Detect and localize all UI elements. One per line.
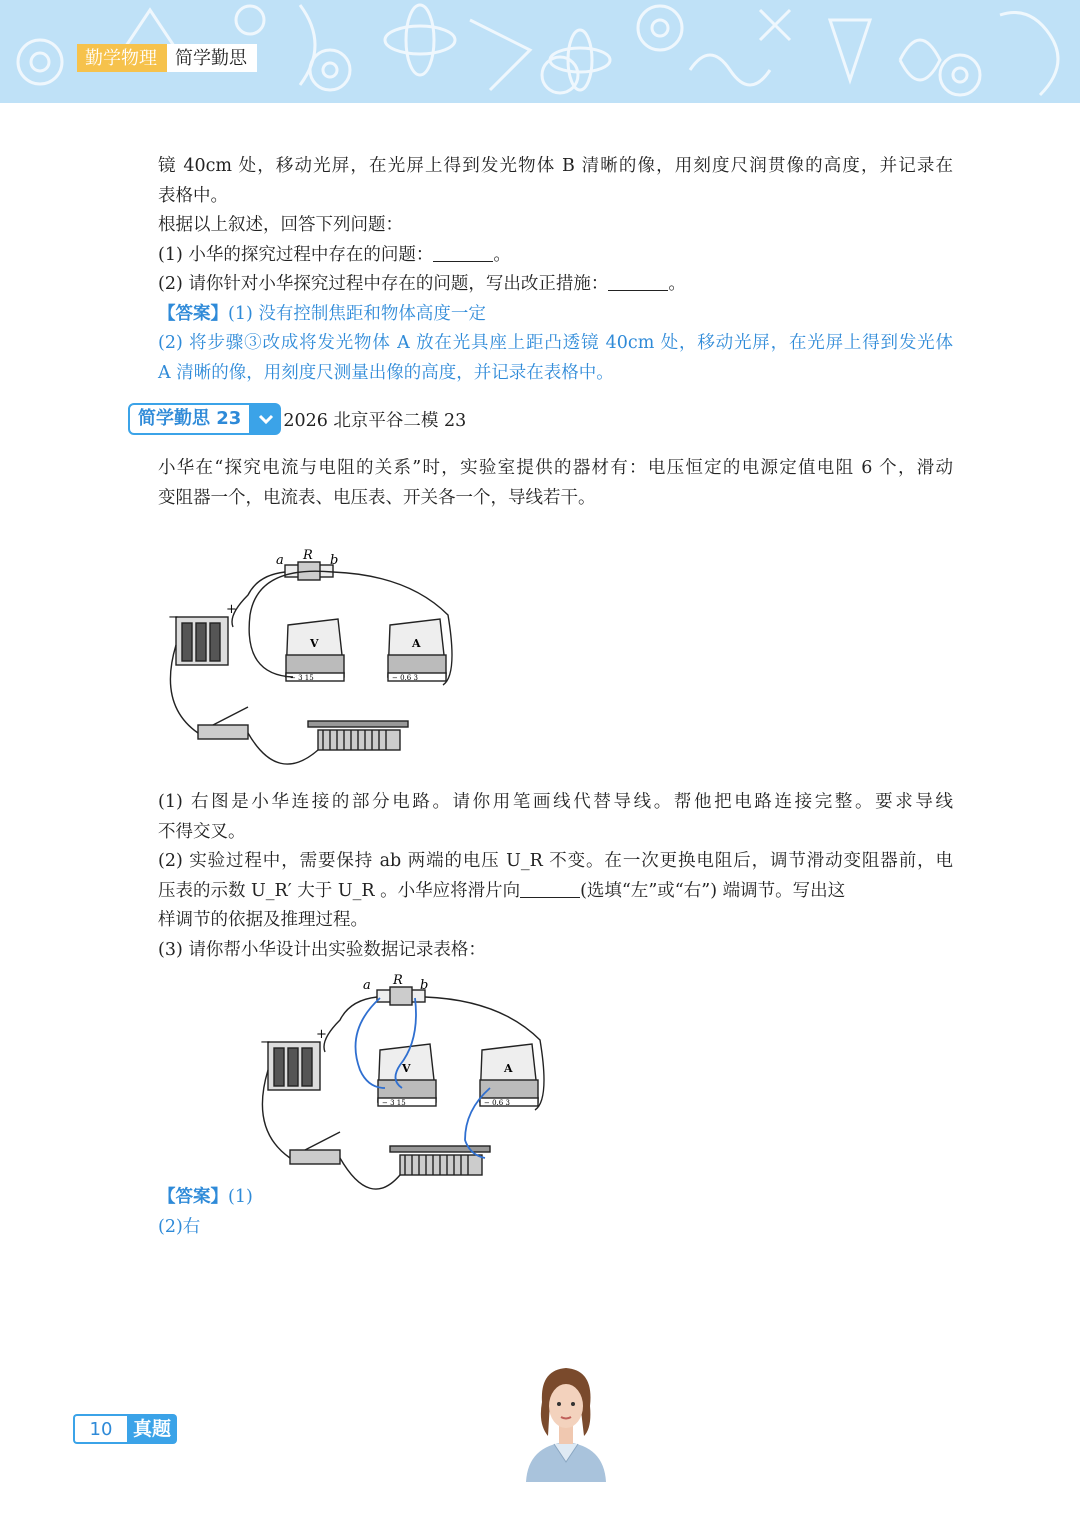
header-banner	[0, 0, 1080, 103]
prev-answer-2-line2: A 清晰的像，用刻度尺测量出像的高度，并记录在表格中。	[158, 362, 614, 383]
prev-answer-2-line1: (2) 将步骤③改成将发光物体 A 放在光具座上距凸透镜 40cm 处，移动光屏，在光屏上得到发光体	[158, 333, 953, 353]
text-line: (3) 请你帮小华设计出实验数据记录表格：	[158, 939, 486, 960]
prev-q1	[158, 241, 953, 271]
label-ammeter: A	[412, 637, 421, 650]
label-voltmeter: V	[310, 637, 319, 650]
answer-text: (1)	[228, 1187, 253, 1207]
text-line: (1) 右图是小华连接的部分电路。请你用笔画线代替导线。帮他把电路连接完整。要求导线	[158, 792, 953, 812]
brand-tag	[77, 44, 257, 72]
question-23-answers	[158, 1183, 953, 1242]
answer-line-2: (2)右	[158, 1216, 201, 1237]
circuit-figure-partial	[158, 545, 468, 785]
answer-line-1	[158, 1183, 953, 1213]
answer-tag: 【答案】	[158, 303, 228, 324]
text-line: 小华在“探究电流与电阻的关系”时，实验室提供的器材有：电压恒定的电源定值电阻 6 个，滑动	[158, 458, 953, 478]
question-source: 2026 北京平谷二模 23	[283, 410, 467, 431]
ammeter-scale: − 0.6 3	[392, 674, 418, 682]
text-line: 样调节的依据及推理过程。	[158, 910, 368, 930]
label-plus: +	[316, 1027, 327, 1042]
label-plus: +	[226, 602, 237, 617]
question-23-header	[128, 403, 466, 435]
label-b: b	[420, 978, 429, 993]
label-r: R	[393, 973, 403, 988]
brand-left-label: 勤学物理	[77, 44, 167, 72]
ammeter-scale: − 0.6 3	[484, 1099, 510, 1107]
label-voltmeter: V	[402, 1062, 411, 1075]
text-line: 根据以上叙述，回答下列问题：	[158, 215, 403, 235]
voltmeter-scale: − 3 15	[382, 1099, 406, 1107]
period: 。	[493, 244, 511, 265]
answer-blank[interactable]	[608, 272, 668, 291]
label-minus: −	[260, 1035, 271, 1050]
text-line: 不得交叉。	[158, 821, 246, 842]
answer-tag: 【答案】	[158, 1187, 228, 1207]
prev-answer-1	[158, 300, 953, 330]
label-r: R	[303, 548, 313, 563]
q2-line2	[158, 877, 953, 907]
brand-right-label: 简学勤思	[167, 44, 257, 72]
section-label: 真题	[127, 1414, 177, 1444]
text-part: 压表的示数 U_R′ 大于 U_R 。小华应将滑片向	[158, 880, 521, 901]
prev-q2	[158, 270, 953, 300]
text-line: (2) 实验过程中，需要保持 ab 两端的电压 U_R 不变。在一次更换电阻后，调节滑动变阻器前，电	[158, 851, 953, 871]
presenter-avatar	[520, 1362, 612, 1482]
answer-text: (1) 没有控制焦距和物体高度一定	[228, 303, 486, 324]
text-line: 镜 40cm 处，移动光屏，在光屏上得到发光物体 B 清晰的像，用刻度尺润贯像的高度，并记录在	[158, 156, 953, 176]
answer-blank[interactable]	[433, 243, 493, 262]
chevron-down-icon[interactable]	[251, 403, 281, 435]
page-footer-badge	[73, 1414, 177, 1444]
question-23-subquestions	[158, 788, 953, 965]
text-part: (选填“左”或“右”) 端调节。写出这	[580, 880, 846, 901]
page-number: 10	[73, 1414, 127, 1444]
label-minus: −	[168, 610, 179, 625]
label-a: a	[363, 978, 371, 993]
text-line: 变阻器一个，电流表、电压表、开关各一个，导线若干。	[158, 487, 596, 508]
prev-q2-text: (2) 请你针对小华探究过程中存在的问题，写出改正措施：	[158, 274, 609, 294]
text-line: 表格中。	[158, 185, 228, 206]
circuit-figure-answer	[250, 970, 560, 1210]
label-b: b	[330, 553, 339, 568]
answer-blank[interactable]	[520, 879, 580, 898]
prev-question-block	[158, 152, 953, 388]
voltmeter-scale: − 3 15	[290, 674, 314, 682]
question-badge: 简学勤思 23	[128, 403, 251, 435]
period: 。	[668, 274, 686, 294]
label-a: a	[276, 553, 284, 568]
prev-q1-text: (1) 小华的探究过程中存在的问题：	[158, 244, 434, 265]
question-23-intro	[158, 454, 953, 513]
label-ammeter: A	[504, 1062, 513, 1075]
